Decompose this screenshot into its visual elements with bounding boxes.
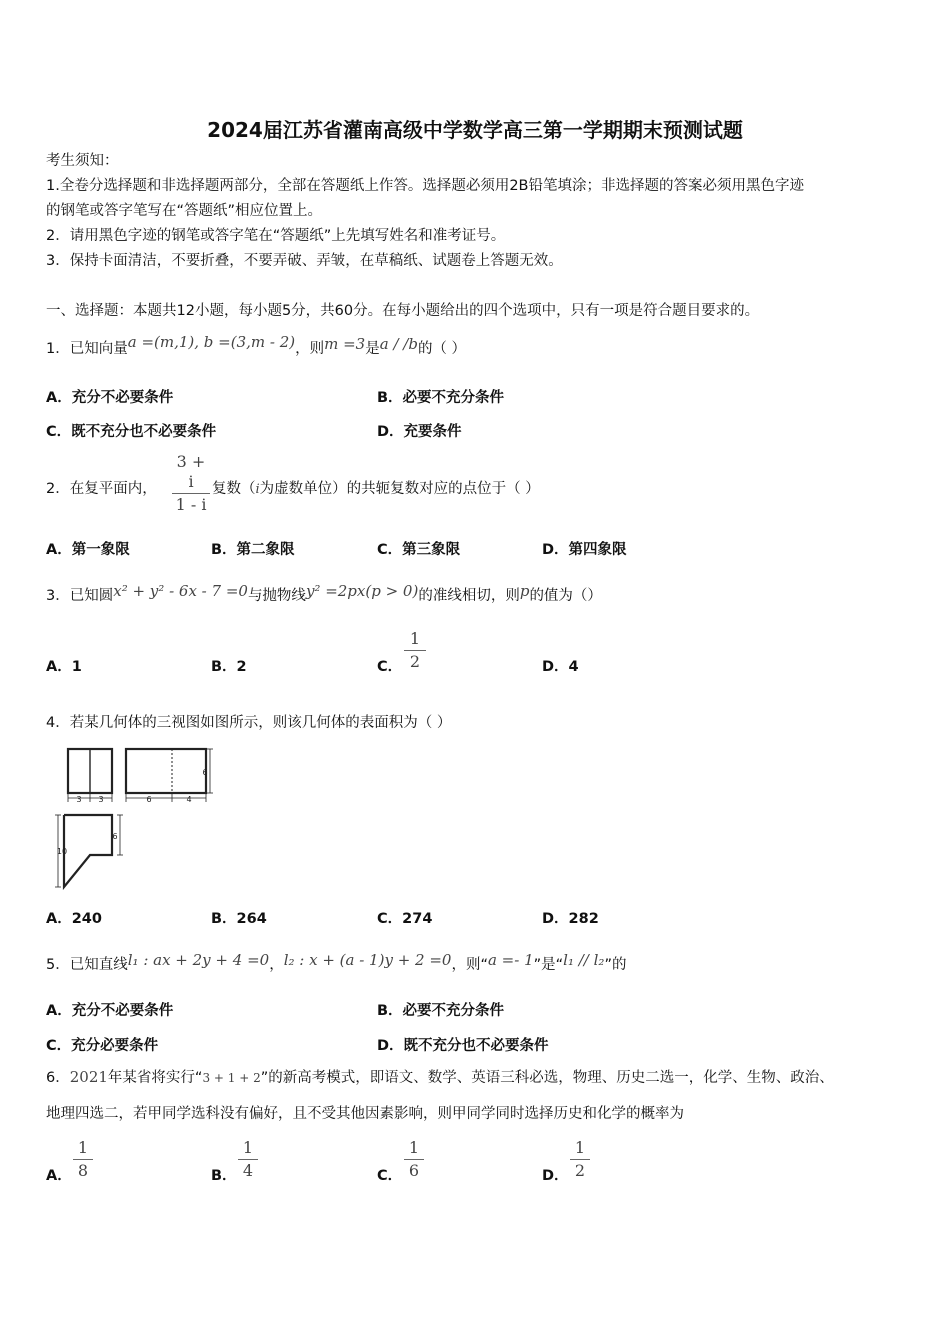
q6-mode: 3 + 1 + 2 [202,1071,261,1085]
notice-line-1a: 1.全卷分选择题和非选择题两部分，全部在答题纸上作答。选择题必须用2B铅笔填涂；非选择题的答案必须用黑色字迹 [46,178,805,194]
notice-heading: 考生须知： [46,153,119,169]
q6-d-numerator: 1 [574,1138,586,1157]
q3-pre: 3．已知圆 [46,588,114,604]
three-view-diagram [50,745,220,895]
q3-post: 的值为（） [529,588,602,604]
q2-mid: 复数（ [212,481,256,497]
q1-vectors: a =(m,1), b =(3,m - 2) [127,333,296,351]
q6-option-b[interactable]: B． [211,1168,237,1184]
dim-6-bottom: 6 [146,795,152,804]
q5-comma: ， [269,957,284,973]
q6-b-fraction [238,1138,258,1181]
q1-post: 的（ ） [417,341,467,357]
q2-fraction [172,452,210,515]
q6-a-denominator: 8 [77,1161,89,1180]
dim-10: 10 [56,847,68,856]
q6-stem-line-2: 地理四选二，若甲同学选科没有偏好，且不受其他因素影响，则甲同学同时选择历史和化学的概率为 [46,1106,684,1122]
q6-c-numerator: 1 [408,1138,420,1157]
q6-b-fraction-bar [238,1159,258,1160]
notice-line-3: 3．保持卡面清洁，不要折叠，不要弄破、弄皱，在草稿纸、试题卷上答题无效。 [46,253,563,269]
side-view [126,749,213,802]
dim-6-side: 6 [202,768,208,777]
q2-fraction-bar [172,493,210,494]
q1-option-c[interactable]: C．既不充分也不必要条件 [46,424,217,440]
q3-option-c[interactable]: C． [377,659,403,675]
q3-mid: 与抛物线 [247,588,306,604]
q6-mid: 年某省将实行“ [107,1070,203,1086]
q2-option-c[interactable]: C．第三象限 [377,542,461,558]
q3-p: p [519,582,530,600]
q6-b-numerator: 1 [242,1138,254,1157]
q3-parabola: y² =2px(p > 0) [305,582,419,600]
front-view [68,749,112,802]
q1-option-a[interactable]: A．充分不必要条件 [46,390,174,406]
notice-line-2: 2．请用黑色字迹的钢笔或答字笔在“答题纸”上先填写姓名和准考证号。 [46,228,506,244]
q5-pre: 5．已知直线 [46,957,128,973]
q6-d-fraction [570,1138,590,1181]
q5-post: ”的 [604,957,627,973]
q4-option-a[interactable]: A．240 [46,911,102,927]
q3-c-fraction-bar [404,650,426,651]
dim-3-left: 3 [76,795,82,804]
q1-stem [46,333,467,359]
notice-line-1b: 的钢笔或答字笔写在“答题纸”相应位置上。 [46,203,323,219]
q4-stem: 4．若某几何体的三视图如图所示，则该几何体的表面积为（ ） [46,715,452,731]
q6-stem-line-1 [46,1067,834,1088]
q6-d-denominator: 2 [574,1161,586,1180]
q3-c-denominator: 2 [409,652,421,671]
q6-post: ”的新高考模式，即语文、数学、英语三科必选，物理、历史二选一，化学、生物、政治、 [260,1070,834,1086]
q5-parallel: l₁ // l₂ [563,951,605,969]
q6-pre: 6． [46,1070,70,1086]
q1-pre: 1．已知向量 [46,341,128,357]
q6-d-fraction-bar [570,1159,590,1160]
q5-stem [46,951,627,975]
q6-c-fraction [404,1138,424,1181]
q2-stem-rest [212,479,540,500]
q6-a-numerator: 1 [77,1138,89,1157]
q5-mid: ，则“ [451,957,488,973]
q1-mid2: 是 [365,341,380,357]
q2-numerator: 3 + i [176,452,206,491]
q1-option-d[interactable]: D．充要条件 [377,424,462,440]
q2-pre: 2．在复平面内， [46,481,157,497]
q5-option-d[interactable]: D．既不充分也不必要条件 [377,1038,549,1054]
q5-line-l1: l₁ : ax + 2y + 4 =0 [127,951,270,969]
q4-option-d[interactable]: D．282 [542,911,599,927]
q5-line-l2: l₂ : x + (a - 1)y + 2 =0 [283,951,452,969]
q5-condition: a =- 1 [487,951,534,969]
q3-circle: x² + y² - 6x - 7 =0 [113,582,248,600]
q3-option-b[interactable]: B．2 [211,659,247,675]
q6-option-d[interactable]: D． [542,1168,569,1184]
q2-option-a[interactable]: A．第一象限 [46,542,130,558]
q6-b-denominator: 4 [242,1161,254,1180]
q5-mid2: ”是“ [533,957,564,973]
q1-option-b[interactable]: B．必要不充分条件 [377,390,505,406]
q2-post: 为虚数单位）的共轭复数对应的点位于（ ） [259,481,540,497]
q3-option-d[interactable]: D．4 [542,659,579,675]
q2-imag-unit: i [255,482,260,497]
section-heading: 一、选择题：本题共12小题，每小题5分，共60分。在每小题给出的四个选项中，只有一项是符合题目要求的。 [46,303,760,319]
q6-c-fraction-bar [404,1159,424,1160]
q2-option-b[interactable]: B．第二象限 [211,542,295,558]
q3-c-numerator: 1 [409,629,421,648]
q2-denominator: 1 - i [175,495,207,514]
q5-option-c[interactable]: C．充分必要条件 [46,1038,159,1054]
q1-condition: m =3 [324,335,366,353]
q4-option-b[interactable]: B．264 [211,911,267,927]
q6-c-denominator: 6 [408,1161,420,1180]
q6-a-fraction-bar [73,1159,93,1160]
q6-option-c[interactable]: C． [377,1168,403,1184]
dim-4-bottom: 4 [186,795,192,804]
q6-option-a[interactable]: A． [46,1168,72,1184]
dim-6-top: 6 [112,832,118,841]
q5-option-a[interactable]: A．充分不必要条件 [46,1003,174,1019]
q1-mid: ，则 [295,341,325,357]
q4-option-c[interactable]: C．274 [377,911,433,927]
q6-a-fraction [73,1138,93,1181]
q3-stem [46,582,602,606]
q3-option-a[interactable]: A．1 [46,659,82,675]
q1-parallel: a / /b [379,335,418,353]
q2-option-d[interactable]: D．第四象限 [542,542,627,558]
q3-mid2: 的准线相切，则 [418,588,520,604]
q3-option-c-fraction [404,629,426,672]
dim-3-right: 3 [98,795,104,804]
q5-option-b[interactable]: B．必要不充分条件 [377,1003,505,1019]
page-title: 2024届江苏省灌南高级中学数学高三第一学期期末预测试题 [207,118,743,142]
q6-year: 2021 [69,1068,108,1086]
